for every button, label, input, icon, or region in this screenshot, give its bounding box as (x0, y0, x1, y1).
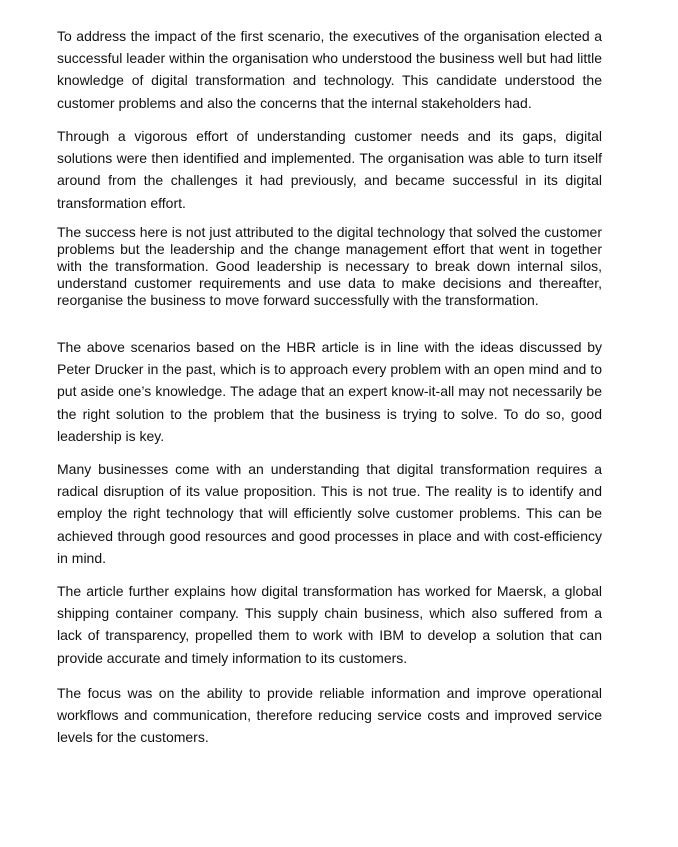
paragraph-maersk: The article further explains how digital transformation has worked for Maersk, a global shipping container company. This supply chain business, which also suffered from a lack of transparency, propelled them to work with IBM to develop a solution that can provide accurate and timely information to its customers. (57, 583, 602, 666)
paragraph-value-proposition: Many businesses come with an understanding that digital transformation requires a radical disruption of its value proposition. This is not true. The reality is to identify and employ the right technology that will efficiently solve customer problems. This can be achieved through good resources and good processes in place and with cost-efficiency in mind. (57, 461, 602, 566)
paragraph-digital-solutions: Through a vigorous effort of understanding customer needs and its gaps, digital solutions were then identified and implemented. The organisation was able to turn itself around from the challenges it had previously, and became successful in its digital transformation effort. (57, 128, 602, 211)
paragraph-leadership-change-management: The success here is not just attributed to the digital technology that solved the customer problems but the leadership and the change management effort that went in together with the transformation. Good leadership is necessary to break down internal silos, understand customer requirements and use data to make decisions and thereafter, reorganise the business to move forward successfully with the transformation. (57, 224, 602, 308)
paragraph-first-scenario-leader: To address the impact of the first scenario, the executives of the organisation elected a successful leader within the organisation who understood the business well but had little knowledge of digital transformation and technology. This candidate understood the customer problems and also the concerns that the internal stakeholders had. (57, 28, 602, 111)
paragraph-peter-drucker: The above scenarios based on the HBR article is in line with the ideas discussed by Peter Drucker in the past, which is to approach every problem with an open mind and to put aside one’s knowledge. The adage that an expert know-it-all may not necessarily be the right solution to the problem that the business is trying to solve. To do so, good leadership is key. (57, 339, 602, 444)
paragraph-reliable-information: The focus was on the ability to provide reliable information and improve operational workflows and communication, therefore reducing service costs and improved service levels for the customers. (57, 685, 602, 746)
